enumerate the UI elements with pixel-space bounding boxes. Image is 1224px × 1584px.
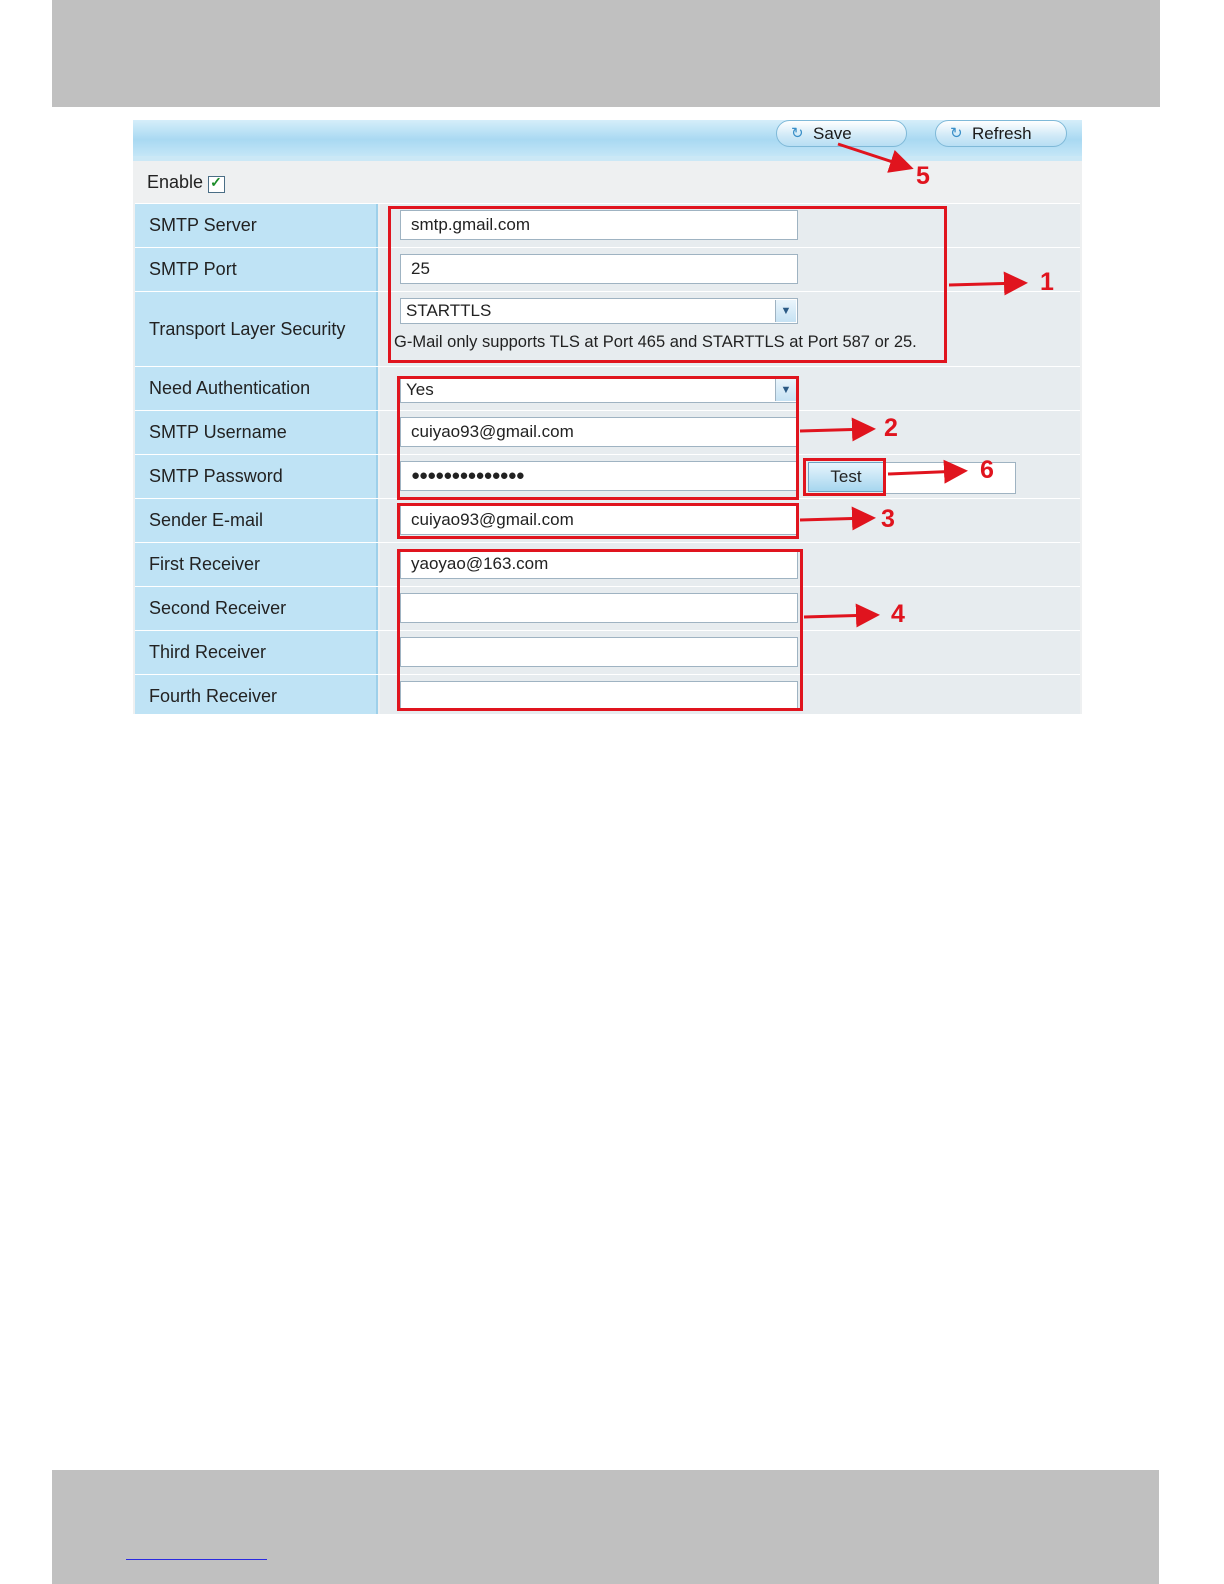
fourth-receiver-cell [380,675,1080,714]
row-fourth-receiver [135,674,1080,714]
smtp-username-cell [380,411,1080,454]
row-sender-email [135,498,1080,542]
row-smtp-username [135,410,1080,454]
fourth-receiver-input[interactable] [400,681,798,711]
smtp-password-input[interactable]: ●●●●●●●●●●●●●● [400,461,798,491]
page-header-band [52,0,1160,107]
row-second-receiver [135,586,1080,630]
chevron-down-icon[interactable]: ▼ [775,379,796,401]
third-receiver-label: Third Receiver [135,631,378,674]
smtp-server-cell [380,204,1080,247]
second-receiver-input[interactable] [400,593,798,623]
second-receiver-cell [380,587,1080,630]
smtp-password-cell [380,455,1080,498]
need-auth-select[interactable] [400,377,798,403]
row-smtp-password [135,454,1080,498]
tls-hint: G-Mail only supports TLS at Port 465 and STARTTLS at Port 587 or 25. [394,333,917,351]
refresh-button[interactable] [935,120,1067,147]
test-button[interactable]: Test [808,462,884,492]
row-first-receiver [135,542,1080,586]
annotation-number-1: 1 [1040,268,1054,296]
smtp-server-label: SMTP Server [135,204,378,247]
smtp-server-input[interactable]: smtp.gmail.com [400,210,798,240]
third-receiver-input[interactable] [400,637,798,667]
sender-email-label: Sender E-mail [135,499,378,542]
tls-cell [380,292,1080,366]
check-icon: ✓ [210,174,222,190]
annotation-number-3: 3 [881,505,895,533]
refresh-label: Refresh [972,123,1032,143]
refresh-icon: ↻ [950,125,963,142]
toolbar [133,120,1082,161]
row-need-auth [135,366,1080,410]
first-receiver-input[interactable]: yaoyao@163.com [400,549,798,579]
tls-label: Transport Layer Security [135,292,378,366]
save-button[interactable] [776,120,907,147]
annotation-number-5: 5 [916,162,930,190]
annotation-number-6: 6 [980,456,994,484]
tls-select[interactable] [400,298,798,324]
row-smtp-port [135,247,1080,291]
smtp-password-label: SMTP Password [135,455,378,498]
footer-link[interactable] [126,1541,267,1560]
enable-checkbox[interactable] [208,176,225,193]
smtp-port-cell [380,248,1080,291]
settings-form [135,203,1080,714]
sender-email-cell [380,499,1080,542]
first-receiver-label: First Receiver [135,543,378,586]
annotation-number-2: 2 [884,414,898,442]
page-footer-band [52,1470,1159,1584]
fourth-receiver-label: Fourth Receiver [135,675,378,714]
smtp-port-label: SMTP Port [135,248,378,291]
second-receiver-label: Second Receiver [135,587,378,630]
first-receiver-cell [380,543,1080,586]
row-third-receiver [135,630,1080,674]
test-result-box [884,462,1016,494]
smtp-username-input[interactable]: cuiyao93@gmail.com [400,417,798,447]
row-smtp-server [135,203,1080,247]
need-auth-select-value: Yes [406,380,434,399]
need-auth-label: Need Authentication [135,367,378,410]
chevron-down-icon[interactable]: ▼ [775,300,796,322]
enable-row [147,172,225,193]
annotation-number-4: 4 [891,600,905,628]
enable-label: Enable [147,172,204,192]
save-label: Save [813,123,852,143]
tls-select-value: STARTTLS [406,301,492,320]
need-auth-cell [380,367,1080,410]
refresh-icon: ↻ [791,125,804,142]
mail-settings-panel [133,120,1082,714]
smtp-username-label: SMTP Username [135,411,378,454]
row-tls [135,291,1080,366]
third-receiver-cell [380,631,1080,674]
sender-email-input[interactable]: cuiyao93@gmail.com [400,505,798,535]
smtp-port-input[interactable]: 25 [400,254,798,284]
